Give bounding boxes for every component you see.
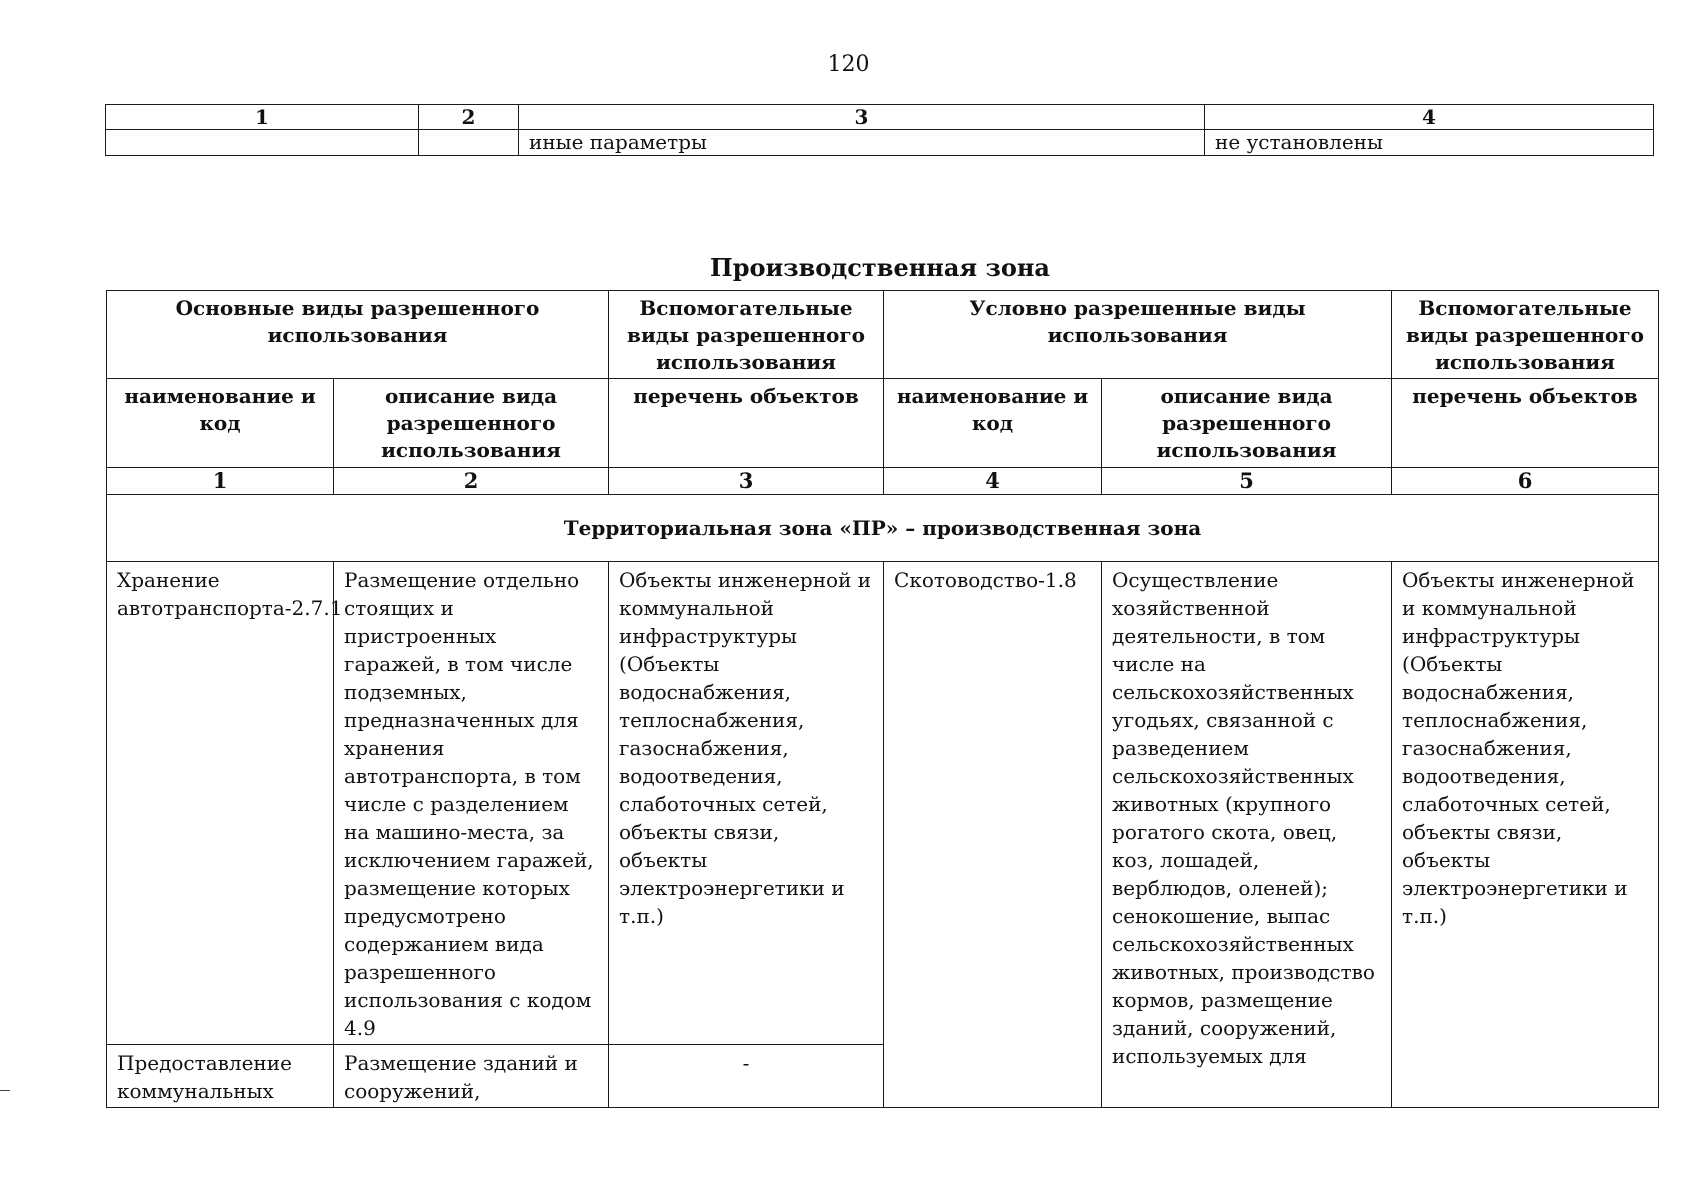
column-number: 3 [609,468,884,495]
sub-header-objects-list: перечень объектов [609,379,884,468]
table-row [106,130,1654,156]
use-description: Размещение зданий и сооружений, [334,1045,609,1108]
table-row [107,562,1659,1045]
group-header-aux-uses-conditional: Вспомогательные виды разрешенного использования [1392,291,1659,379]
sub-header-name-code: наименование и код [884,379,1102,468]
column-number: 3 [519,105,1205,130]
section-title: Территориальная зона «ПР» – производственная зона [107,495,1659,562]
use-name-code: Хранение автотранспорта-2.7.1 [107,562,334,1045]
sub-header-name-code: наименование и код [107,379,334,468]
table-cell: иные параметры [519,130,1205,156]
conditional-use-description: Осуществление хозяйственной деятельности, в том числе на сельскохозяйственных угодьях, связанной с разведением сельскохозяйственных животных (крупного рогатого скота, овец, коз, лошадей, верблюдов, оленей); сенокошение, выпас сельскохозяйственных животных, производство кормов, размещение зданий, сооружений, используемых для [1102,562,1392,1108]
section-row [107,495,1659,562]
table-cell [106,130,419,156]
conditional-use-name-code: Скотоводство-1.8 [884,562,1102,1108]
column-number: 6 [1392,468,1659,495]
column-number: 1 [107,468,334,495]
aux-objects-list: - [609,1045,884,1108]
table-cell [419,130,519,156]
aux-objects-list: Объекты инженерной и коммунальной инфраструктуры (Объекты водоснабжения, теплоснабжения, газоснабжения, водоотведения, слаботочных сетей, объекты связи, объекты электроэнергетики и т.п.) [609,562,884,1045]
table-cell: не установлены [1205,130,1654,156]
column-number: 5 [1102,468,1392,495]
margin-mark [0,1090,10,1091]
sub-header-description: описание вида разрешенного использования [334,379,609,468]
column-number: 1 [106,105,419,130]
page-number: 120 [827,52,870,77]
conditional-aux-objects-list: Объекты инженерной и коммунальной инфраструктуры (Объекты водоснабжения, теплоснабжения, газоснабжения, водоотведения, слаботочных сетей, объекты связи, объекты электроэнергетики и т.п.) [1392,562,1659,1108]
column-number-row [106,105,1654,130]
sub-header-description: описание вида разрешенного использования [1102,379,1392,468]
continuation-table [105,104,1654,156]
sub-header-row [107,379,1659,468]
column-number-row [107,468,1659,495]
group-header-row [107,291,1659,379]
group-header-conditional-uses: Условно разрешенные виды использования [884,291,1392,379]
use-name-code: Предоставление коммунальных [107,1045,334,1108]
column-number: 4 [884,468,1102,495]
column-number: 4 [1205,105,1654,130]
sub-header-objects-list: перечень объектов [1392,379,1659,468]
use-description: Размещение отдельно стоящих и пристроенных гаражей, в том числе подземных, предназначенных для хранения автотранспорта, в том числе с разделением на машино-места, за исключением гаражей, размещение которых предусмотрено содержанием вида разрешенного использования с кодом 4.9 [334,562,609,1045]
zoning-table [106,290,1659,1108]
group-header-main-uses: Основные виды разрешенного использования [107,291,609,379]
column-number: 2 [419,105,519,130]
zone-title: Производственная зона [710,253,1050,282]
group-header-aux-uses: Вспомогательные виды разрешенного использования [609,291,884,379]
column-number: 2 [334,468,609,495]
